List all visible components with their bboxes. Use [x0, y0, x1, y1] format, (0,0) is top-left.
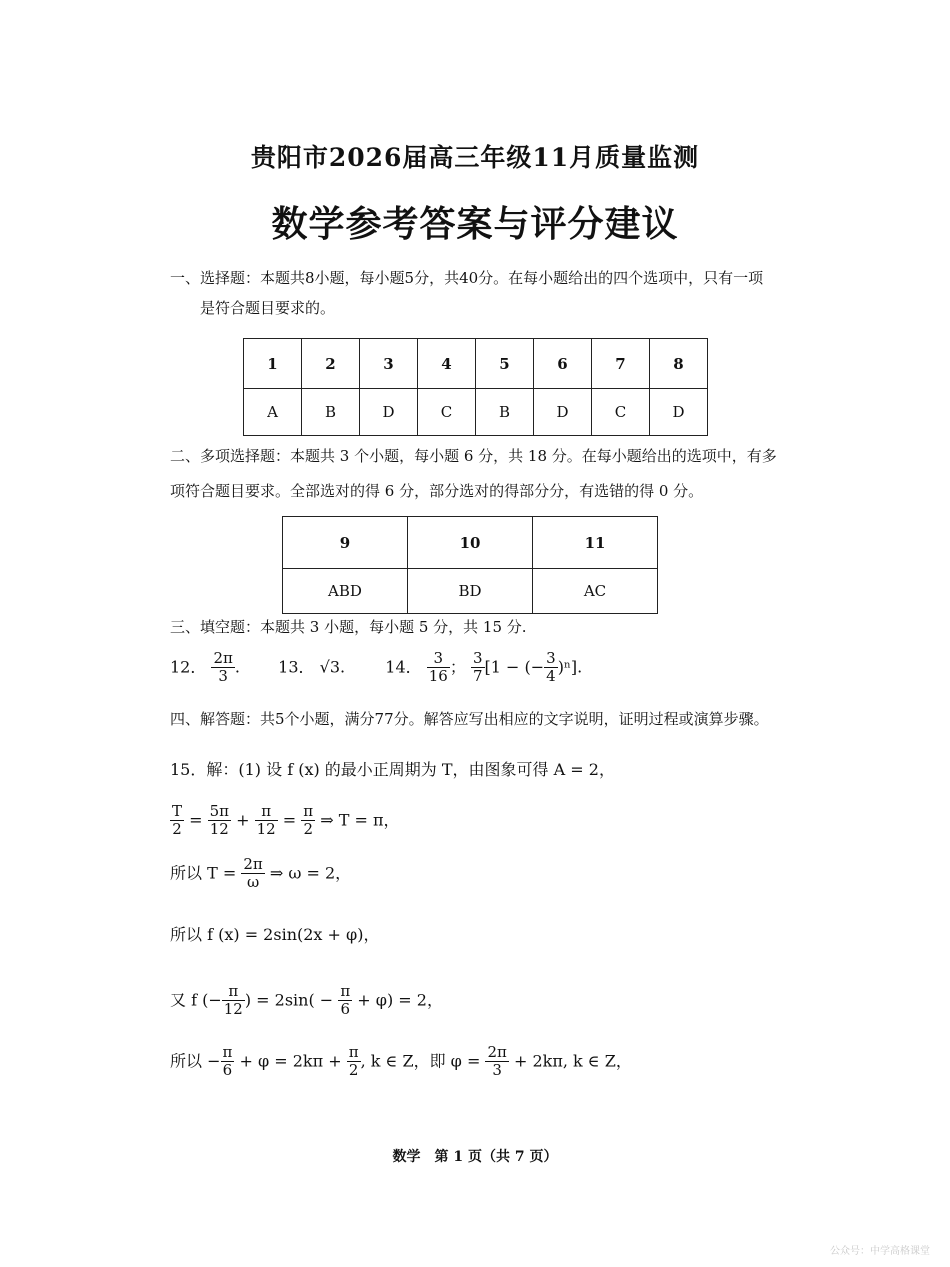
watermark: 公众号：中学高格课堂 — [830, 1246, 930, 1257]
section4-heading: 四、解答题：共5个小题，满分77分。解答应写出相应的文字说明，证明过程或演算步骤。 — [170, 710, 769, 728]
answer-cell: C — [418, 389, 476, 436]
question-number: 7 — [592, 339, 650, 389]
question-number: 6 — [534, 339, 592, 389]
q14-fraction-b: $\frac{3}{7}$ — [472, 649, 483, 686]
answer-cell: B — [476, 389, 534, 436]
solution15-line3: 所以 T = $\frac{2\pi}{\omega}$ ⇒ ω = 2， — [170, 855, 352, 892]
question-number: 3 — [360, 339, 418, 389]
page-footer: 数学 第 1 页（共 7 页） — [392, 1149, 558, 1165]
question-number: 10 — [408, 517, 533, 569]
solution15-line1: 15．解：(1) 设 f (x) 的最小正周期为 T，由图象可得 A = 2， — [170, 760, 615, 779]
section2-line2: 项符合题目要求。全部选对的得 6 分，部分选对的得部分分，有选错的得 0 分。 — [170, 482, 704, 500]
solution15-line5: 又 f (− $\frac{\pi}{12}$ ) = 2sin( − $\frac{\pi}{6}$ + φ) = 2， — [170, 982, 443, 1019]
multiple-choice-answer-table — [243, 338, 708, 436]
section1-line1: 一、选择题：本题共8小题，每小题5分，共40分。在每小题给出的四个选项中，只有一项 — [170, 269, 764, 287]
answer-cell: AC — [533, 569, 658, 614]
solution15-line4: 所以 f (x) = 2sin(2x + φ)， — [170, 925, 380, 944]
q13-label: 13． — [278, 657, 315, 677]
answer-cell: A — [244, 389, 302, 436]
page-subtitle: 数学参考答案与评分建议 — [271, 203, 679, 245]
page-title: 贵阳市2026届高三年级11月质量监测 — [250, 143, 700, 172]
answer-cell: D — [534, 389, 592, 436]
answer-cell: BD — [408, 569, 533, 614]
multi-select-answer-table — [282, 516, 658, 614]
question-number: 5 — [476, 339, 534, 389]
question-number: 2 — [302, 339, 360, 389]
q14-fraction-a: $\frac{3}{16}$ — [428, 649, 448, 686]
question-number: 11 — [533, 517, 658, 569]
answer-cell: D — [650, 389, 708, 436]
question-number: 1 — [244, 339, 302, 389]
solution15-line2: $\frac{T}{2}$ = $\frac{5\pi}{12}$ + $\frac{\pi}{12}$ = $\frac{\pi}{2}$ ⇒ T = π， — [172, 802, 400, 839]
answer-cell: D — [360, 389, 418, 436]
q13-answer: √3 — [319, 657, 340, 677]
section3-heading: 三、填空题：本题共 3 小题，每小题 5 分，共 15 分. — [170, 618, 527, 636]
solution15-line6: 所以 − $\frac{\pi}{6}$ + φ = 2kπ + $\frac{\pi}{2}$ , k ∈ Z，即 φ = $\frac{2\pi}{3}$ + 2kπ, k ∈ Z， — [170, 1043, 632, 1080]
q14-label: 14． — [385, 657, 422, 677]
q12-label: 12． — [170, 657, 207, 677]
answer-cell: ABD — [283, 569, 408, 614]
q14-fraction-c: $\frac{3}{4}$ — [546, 649, 556, 686]
section2-line1: 二、多项选择题：本题共 3 个小题，每小题 6 分，共 18 分。在每小题给出的选项中，有多 — [170, 447, 777, 465]
q12-fraction: $\frac{2\pi}{3}$ — [213, 649, 233, 686]
fill-in-answers: 12． $\frac{2\pi}{3}$ . 13． √3. 14． $\frac{3}{16}$ ； $\frac{3}{7}$ [1 − (− $\frac{3}{4}$ )ⁿ]. — [170, 649, 583, 686]
question-number: 8 — [650, 339, 708, 389]
question-number: 4 — [418, 339, 476, 389]
answer-cell: C — [592, 389, 650, 436]
answer-cell: B — [302, 389, 360, 436]
section1-line2: 是符合题目要求的。 — [200, 299, 336, 317]
question-number: 9 — [283, 517, 408, 569]
